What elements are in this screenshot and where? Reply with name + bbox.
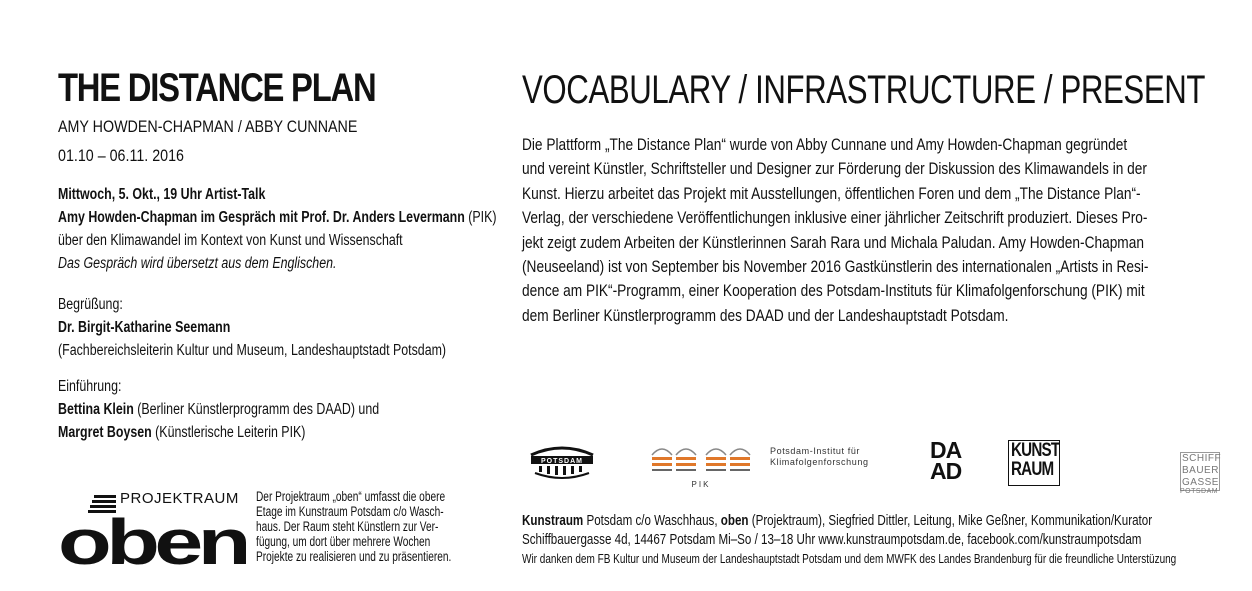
oben-line: Projekte zu realisieren und zu präsentieren. <box>256 549 452 564</box>
greeting-name: Dr. Birgit-Katharine Seemann <box>58 319 231 336</box>
schiffbauergasse-logo <box>1182 453 1221 489</box>
pik-name-line-2: Klimafolgenforschung <box>770 457 869 467</box>
greeting-block <box>58 293 506 362</box>
description-body <box>522 133 1182 328</box>
talk-heading: Mittwoch, 5. Okt., 19 Uhr Artist-Talk <box>58 186 266 203</box>
talk-participants-bold: Amy Howden-Chapman im Gespräch mit Prof. Dr. Anders Levermann <box>58 209 465 226</box>
footer-info <box>522 512 1178 568</box>
pik-logo-text: PIK <box>691 480 711 489</box>
schiffbauergasse-sub: POTSDAM <box>1180 488 1219 495</box>
potsdam-logo <box>527 443 597 481</box>
kunstraum-line-1: KUNST <box>1011 440 1060 461</box>
intro-line-2 <box>58 421 506 444</box>
body-line: jekt zeigt zudem Arbeiten der Künstlerinnen Sarah Rara und Michala Paludan. Amy Howden-Chapman <box>522 233 1144 252</box>
footer-line-1a: Potsdam c/o Waschhaus, <box>583 513 721 529</box>
intro-name-1: Bettina Klein <box>58 401 134 418</box>
intro-block <box>58 375 506 444</box>
kunstraum-line-2: RAUM <box>1011 459 1054 480</box>
kunstraum-logo <box>1011 441 1059 479</box>
talk-participants <box>58 206 506 229</box>
body-line: dem Berliner Künstlerprogramm des DAAD und der Landeshauptstadt Potsdam. <box>522 306 1009 325</box>
artist-talk-block <box>58 183 506 275</box>
pik-name <box>770 446 869 468</box>
greeting-label: Begrüßung: <box>58 296 123 313</box>
talk-topic: über den Klimawandel im Kontext von Kunst und Wissenschaft <box>58 232 403 249</box>
daad-line-1: DA <box>930 437 962 463</box>
schiff-line: BAUER <box>1182 465 1219 476</box>
potsdam-logo-text: POTSDAM <box>541 458 583 465</box>
intro-role-1: (Berliner Künstlerprogramm des DAAD) und <box>133 401 380 418</box>
oben-line: Der Projektraum „oben“ umfasst die obere <box>256 489 446 504</box>
pik-name-line-1: Potsdam-Institut für <box>770 446 861 456</box>
body-line: Verlag, der verschiedene Veröffentlichungen inklusive einer jährlicher Zeitschrift produziert. Dieses Pro- <box>522 209 1148 228</box>
intro-role-2: (Künstlerische Leiterin PIK) <box>151 424 306 441</box>
footer-line-1b: (Projektraum), Siegfried Dittler, Leitung, Mike Geßner, Kommunikation/Kurator <box>748 513 1153 529</box>
talk-note: Das Gespräch wird übersetzt aus dem Englischen. <box>58 255 337 272</box>
projektraum-oben-logo <box>58 487 248 567</box>
body-line: Die Plattform „The Distance Plan“ wurde von Abby Cunnane und Amy Howden-Chapman gegründet <box>522 136 1128 154</box>
pik-logo <box>650 441 760 491</box>
footer-line-3: Wir danken dem FB Kultur und Museum der Landeshauptstadt Potsdam und dem MWFK des Landes Brandenburg für die freundliche Unterstüzung <box>522 552 1177 566</box>
footer-line-2: Schiffbauergasse 4d, 14467 Potsdam Mi–So / 13–18 Uhr www.kunstraumpotsdam.de, facebook.com/kunstraumpotsdam <box>522 532 1142 548</box>
daad-line-2: AD <box>930 458 962 484</box>
section-title: VOCABULARY / INFRASTRUCTURE / PRESENT <box>522 68 1206 112</box>
logo-oben-word: oben <box>58 506 248 567</box>
schiff-line: GASSE <box>1182 477 1219 488</box>
body-line: dence am PIK“-Programm, einer Kooperation des Potsdam-Instituts für Klimafolgenforschung (PIK) mit <box>522 282 1145 301</box>
exhibition-title: THE DISTANCE PLAN <box>58 66 376 110</box>
oben-description <box>256 489 511 564</box>
body-line: und vereint Künstler, Schriftsteller und Designer zur Förderung der Diskussion des Klimawandels in der <box>522 160 1147 179</box>
oben-line: haus. Der Raum steht Künstlern zur Ver- <box>256 519 439 534</box>
schiff-line: SCHIFF <box>1182 453 1222 464</box>
intro-line-1 <box>58 398 506 421</box>
oben-line: Etage im Kunstraum Potsdam c/o Wasch- <box>256 504 444 519</box>
oben-line: fügung, um dort über mehrere Wochen <box>256 534 431 549</box>
footer-oben: oben <box>720 513 749 529</box>
talk-participants-pik: (PIK) <box>464 209 497 226</box>
footer-line-1 <box>522 512 1178 531</box>
artist-names: AMY HOWDEN-CHAPMAN / ABBY CUNNANE <box>58 117 358 136</box>
body-line: (Neuseeland) ist von September bis November 2016 Gastkünstlerin des internationalen „Artists in Resi- <box>522 258 1149 277</box>
greeting-role: (Fachbereichsleiterin Kultur und Museum, Landeshauptstadt Potsdam) <box>58 342 447 359</box>
intro-label: Einführung: <box>58 378 122 395</box>
footer-kunstraum: Kunstraum <box>522 513 584 529</box>
intro-name-2: Margret Boysen <box>58 424 152 441</box>
body-line: Kunst. Hierzu arbeitet das Projekt mit Ausstellungen, öffentlichen Foren und dem „The Distance Plan“- <box>522 184 1141 203</box>
daad-logo <box>930 437 962 484</box>
logo-projektraum: PROJEKTRAUM <box>120 490 239 507</box>
exhibition-dates: 01.10 – 06.11. 2016 <box>58 146 184 165</box>
